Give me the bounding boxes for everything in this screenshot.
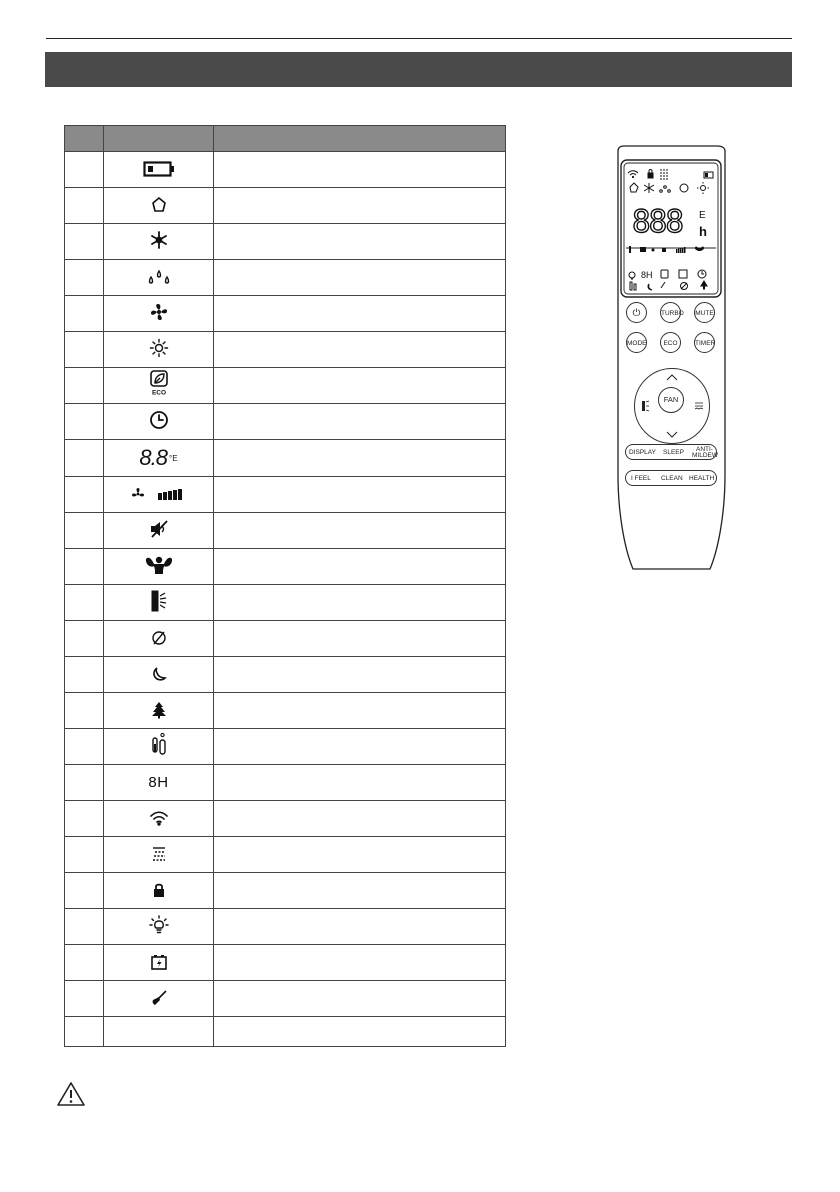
table-row: [65, 837, 506, 873]
i-feel-thermometer-icon: [151, 732, 167, 756]
sun-heat-icon: [149, 336, 169, 360]
eco-leaf-icon: [148, 371, 170, 395]
clean-broom-icon: [150, 986, 168, 1010]
eco-button[interactable]: ECO: [660, 332, 681, 353]
fan-icon: [149, 300, 169, 324]
segment-unit: °E: [169, 453, 178, 463]
table-row: [65, 440, 506, 477]
mode-button[interactable]: MODE: [626, 332, 647, 353]
turbo-button[interactable]: TURBO: [660, 302, 681, 323]
lock-icon: [152, 878, 166, 902]
table-row: [65, 152, 506, 188]
power-button[interactable]: ⏻: [626, 302, 647, 323]
table-row: [65, 693, 506, 729]
lightbulb-icon: [149, 913, 169, 937]
battery-charge-icon: [150, 950, 168, 974]
table-row: [65, 332, 506, 368]
table-row: [65, 260, 506, 296]
icon-description-table: [64, 125, 506, 1047]
table-row: [65, 585, 506, 621]
lcd-digits: 888: [632, 204, 682, 240]
remote-control: [614, 145, 729, 570]
table-row: [65, 224, 506, 260]
lcd-8h-label: 8H: [641, 270, 653, 280]
lcd-unit-e: E: [699, 210, 706, 221]
timer-button[interactable]: TIMER: [694, 332, 715, 353]
table-row: [65, 513, 506, 549]
eight-hour-icon: [148, 771, 168, 795]
clean-button[interactable]: CLEAN: [661, 475, 683, 482]
wifi-icon: [149, 806, 169, 830]
table-row: [65, 296, 506, 332]
table-row: [65, 404, 506, 440]
header-cell-no: [65, 126, 104, 152]
table-row: [65, 1017, 506, 1047]
health-tree-icon: [151, 698, 167, 722]
battery-low-icon: [143, 157, 175, 181]
lcd-unit-h: h: [699, 224, 707, 239]
svg-text:ECO: ECO: [151, 389, 166, 396]
header-cell-description: [214, 126, 506, 152]
table-row: [65, 477, 506, 513]
warning-icon: [56, 1081, 86, 1107]
table-row: [65, 368, 506, 404]
table-row: [65, 729, 506, 765]
clock-icon: [149, 408, 169, 432]
anti-mildew-button-line2[interactable]: MILDEW: [692, 452, 718, 459]
eight-hour-label: 8H: [148, 774, 169, 791]
table-row: [65, 909, 506, 945]
display-light-icon: [151, 589, 167, 613]
table-row: [65, 765, 506, 801]
section-header-bar: [45, 52, 792, 87]
table-row: [65, 621, 506, 657]
snowflake-icon: [149, 228, 169, 252]
table-row: [65, 657, 506, 693]
table-row: [65, 873, 506, 909]
display-button[interactable]: DISPLAY: [629, 449, 656, 456]
mute-button[interactable]: MUTE: [694, 302, 715, 323]
health-button[interactable]: HEALTH: [689, 475, 715, 482]
sleep-button[interactable]: SLEEP: [663, 449, 684, 456]
anti-mildew-button-line1[interactable]: ANTI-: [696, 446, 713, 453]
mute-speaker-icon: [148, 517, 170, 541]
table-row: [65, 981, 506, 1017]
table-row: [65, 549, 506, 585]
table-row: [65, 801, 506, 837]
seven-segment-icon: [139, 446, 177, 470]
ifeel-clean-health-bar: [625, 470, 717, 486]
dry-drops-icon: [146, 265, 172, 289]
lcd-screen: [621, 160, 721, 297]
lcd-icons: [621, 160, 721, 297]
fan-speed-bars-icon: [131, 482, 187, 506]
auto-mode-icon: [150, 193, 168, 217]
fan-button[interactable]: FAN: [658, 387, 684, 413]
anti-mildew-icon: [151, 626, 167, 650]
table-row: [65, 945, 506, 981]
header-cell-icon: [104, 126, 214, 152]
table-row: [65, 188, 506, 224]
segment-digits: 8.8: [139, 445, 168, 470]
i-feel-button[interactable]: I FEEL: [631, 475, 651, 482]
display-sleep-antimildew-bar: [625, 444, 717, 460]
sleep-moon-icon: [150, 662, 168, 686]
swing-lines-icon: [150, 842, 168, 866]
turbo-muscle-icon: [144, 553, 174, 577]
top-rule: [46, 38, 792, 39]
table-header-row: [65, 126, 506, 152]
